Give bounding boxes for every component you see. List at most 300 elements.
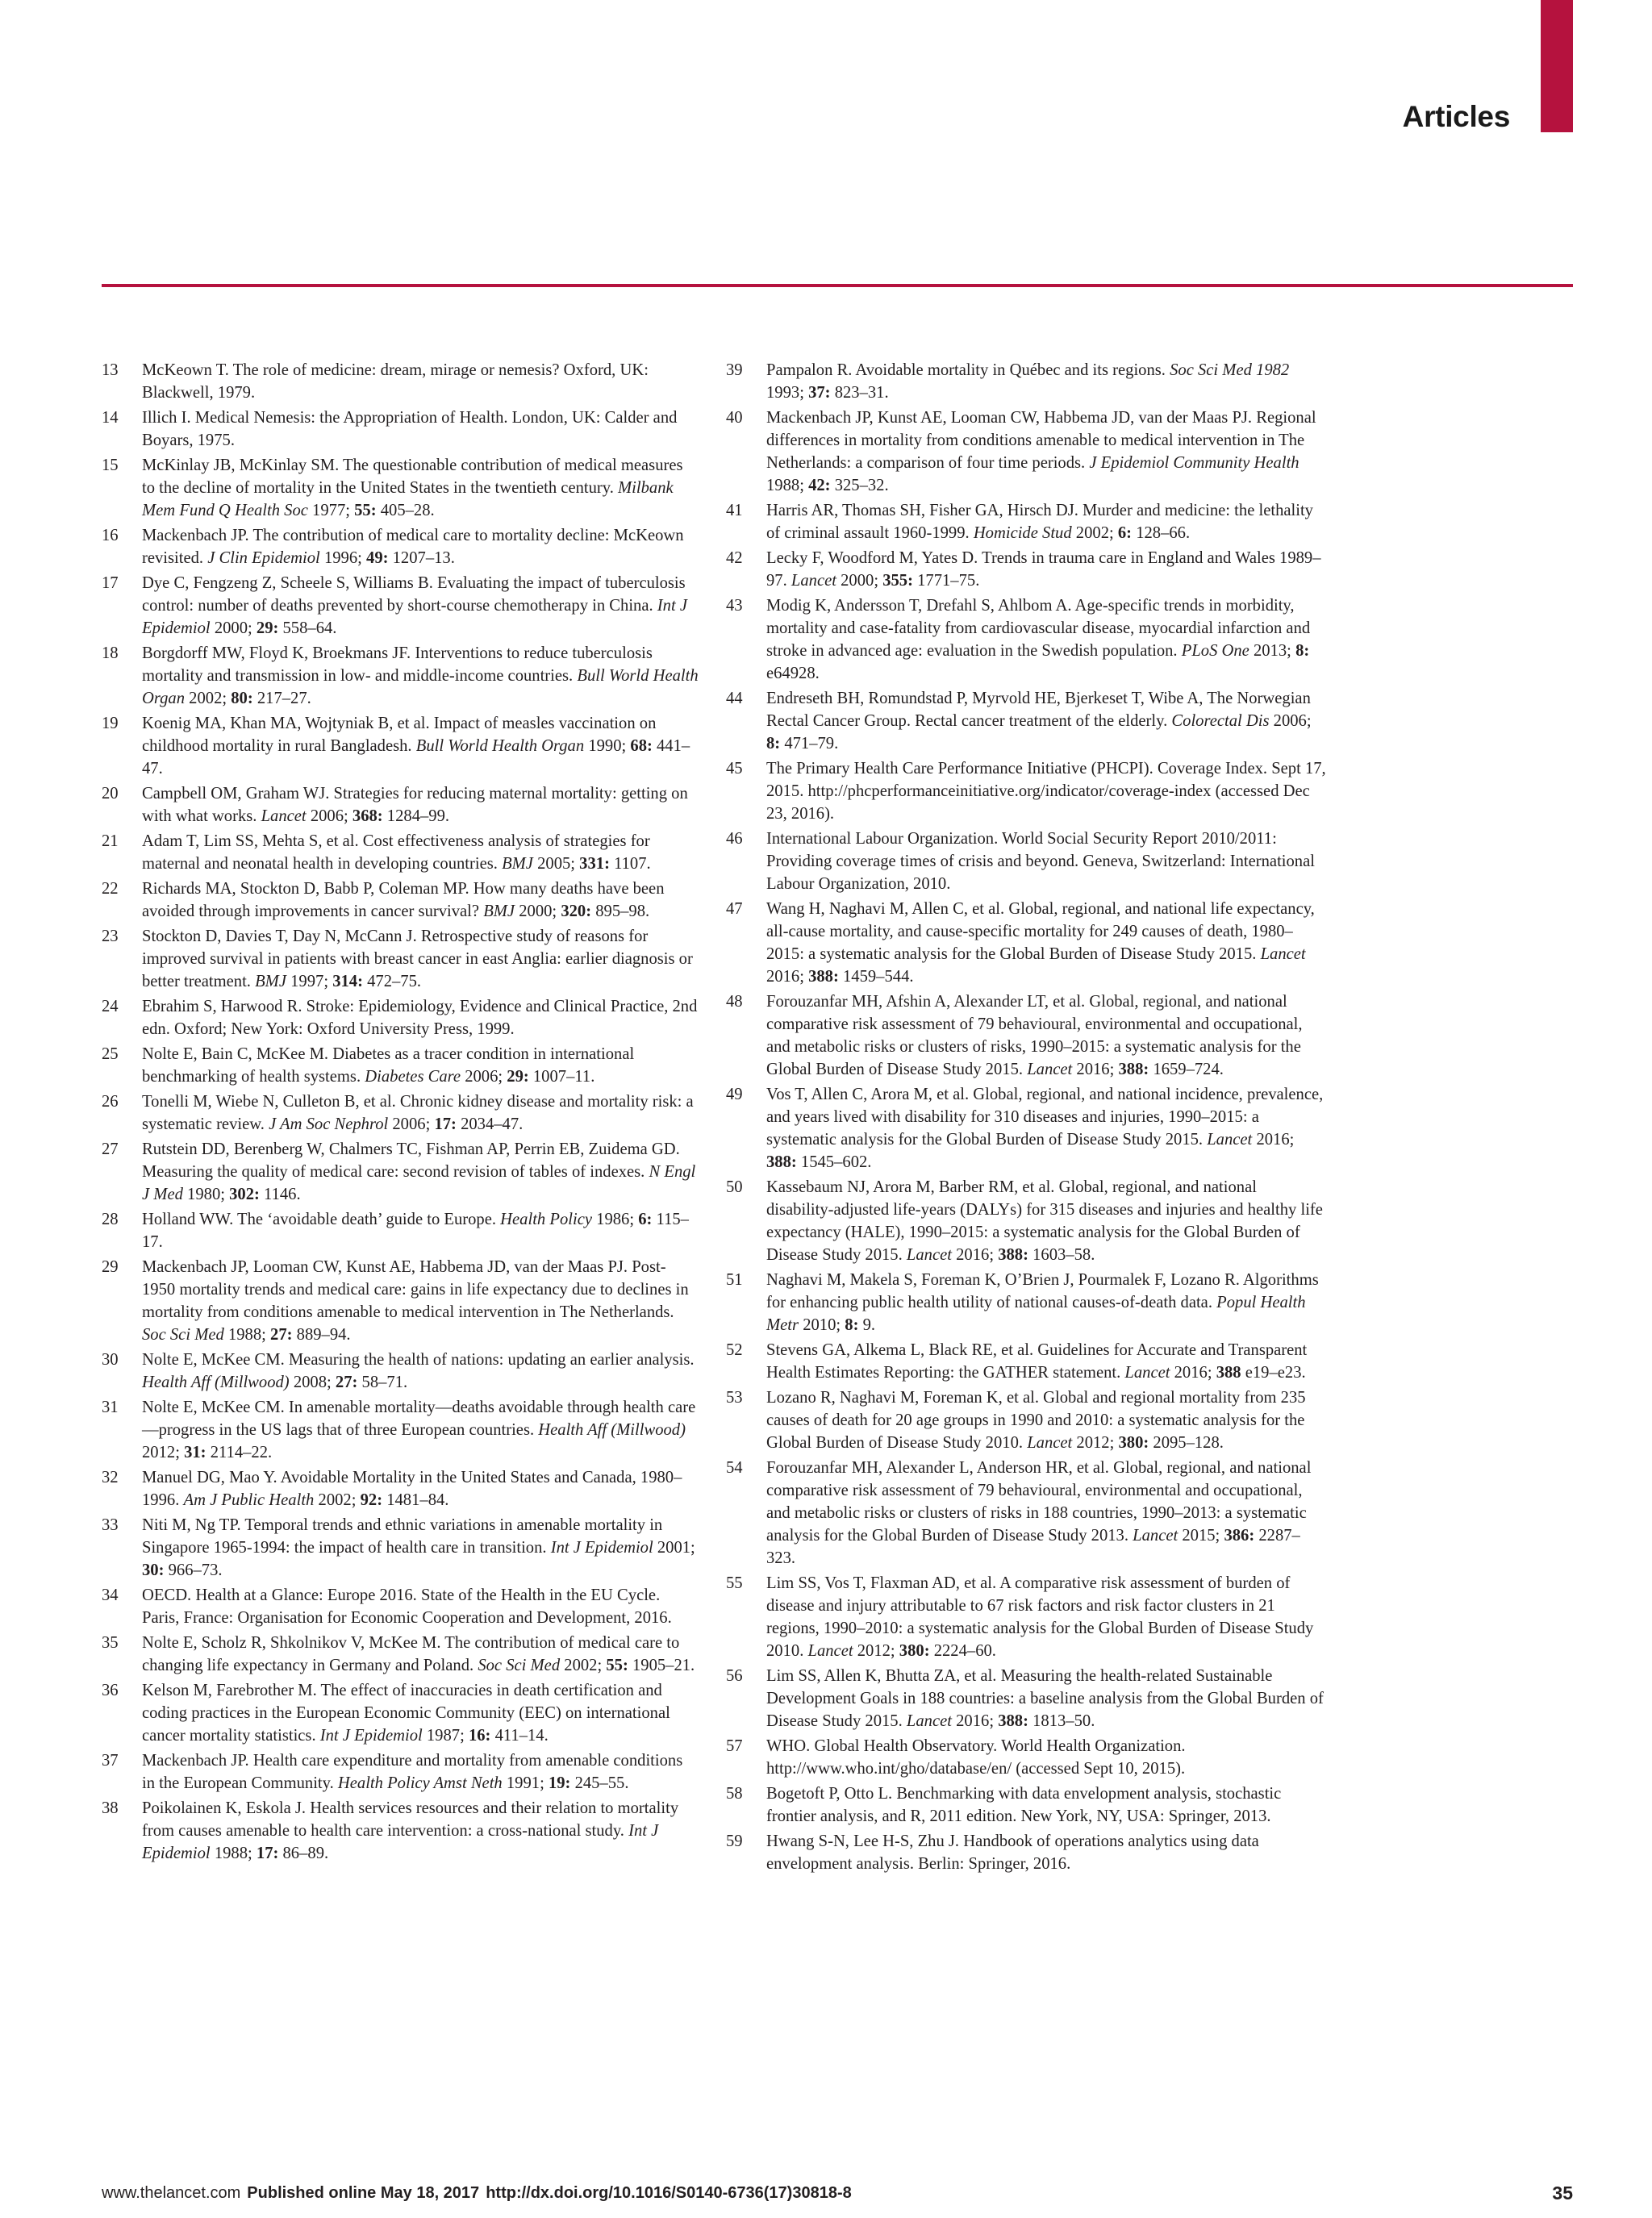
reference-volume: 49: xyxy=(366,549,389,567)
reference-number: 48 xyxy=(726,993,743,1011)
reference-number: 40 xyxy=(726,409,743,427)
reference-item xyxy=(102,1632,699,1677)
reference-journal: PLoS One xyxy=(1181,642,1249,660)
reference-year: 2012; xyxy=(857,1642,895,1660)
reference-pages: 1481–84. xyxy=(386,1491,449,1509)
reference-journal: Bull World Health Organ xyxy=(142,667,699,707)
reference-year: 1986; xyxy=(596,1211,635,1228)
reference-item xyxy=(102,1090,699,1136)
reference-number: 22 xyxy=(102,880,119,898)
reference-number: 46 xyxy=(726,830,743,848)
reference-volume: 42: xyxy=(808,477,831,494)
reference-year: 2016; xyxy=(1174,1364,1212,1382)
reference-item xyxy=(102,712,699,780)
reference-text: Lim SS, Allen K, Bhutta ZA, et al. Measuring the health-related Sustainable Development Goals in 188 countries: a baseline analysis from the Global Burden of Disease Study 2015. xyxy=(766,1667,1324,1730)
footer-doi[interactable]: http://dx.doi.org/10.1016/S0140-6736(17)30818-8 xyxy=(486,2184,852,2202)
reference-journal: Int J Epidemiol xyxy=(550,1539,653,1557)
reference-year: 1996; xyxy=(323,549,362,567)
reference-item xyxy=(726,1269,1326,1336)
reference-year: 2016; xyxy=(956,1246,995,1264)
reference-number: 37 xyxy=(102,1752,119,1770)
reference-volume: 380: xyxy=(1118,1434,1149,1452)
reference-text: Nolte E, McKee CM. In amenable mortality—deaths avoidable through health care—progress in the US lags that of three European countries. xyxy=(142,1399,696,1439)
reference-text: Naghavi M, Makela S, Foreman K, O’Brien J, Pourmalek F, Lozano R. Algorithms for enhancing public health utility of national causes-of-death data. xyxy=(766,1271,1319,1311)
reference-pages: 2095–128. xyxy=(1153,1434,1224,1452)
reference-journal: Homicide Stud xyxy=(973,524,1072,542)
reference-volume: 80: xyxy=(231,690,253,707)
reference-pages: 558–64. xyxy=(282,619,337,637)
footer-site[interactable]: www.thelancet.com xyxy=(102,2184,241,2202)
reference-volume: 6: xyxy=(638,1211,653,1228)
reference-item xyxy=(726,1176,1326,1266)
reference-pages: 1545–602. xyxy=(800,1153,872,1171)
reference-number: 54 xyxy=(726,1459,743,1477)
reference-number: 13 xyxy=(102,361,119,379)
reference-pages: 58–71. xyxy=(361,1374,408,1391)
reference-volume: 388 xyxy=(1216,1364,1241,1382)
reference-text: Bogetoft P, Otto L. Benchmarking with data envelopment analysis, stochastic frontier analysis, and R, 2011 edition. New York, NY, USA: Springer, 2013. xyxy=(766,1785,1282,1825)
reference-number: 59 xyxy=(726,1832,743,1850)
reference-text: Kassebaum NJ, Arora M, Barber RM, et al. Global, regional, and national disability-adjusted life-years (DALYs) for 315 diseases and injuries and healthy life expectancy (HALE), 1990–2015: a systematic analysis for the Global Burden of Disease Study 2015. xyxy=(766,1178,1323,1264)
reference-item xyxy=(726,1386,1326,1454)
reference-item xyxy=(726,828,1326,895)
reference-number: 23 xyxy=(102,928,119,945)
reference-text: Lim SS, Vos T, Flaxman AD, et al. A comparative risk assessment of burden of disease and injury attributable to 67 risk factors and risk factor clusters in 21 regions, 1990–2010: a systematic analysis for the Global Burden of Disease Study 2010. xyxy=(766,1574,1314,1660)
reference-text: Rutstein DD, Berenberg W, Chalmers TC, Fishman AP, Perrin EB, Zuidema GD. Measuring the quality of medical care: second revision of tables of indexes. xyxy=(142,1140,680,1181)
reference-journal: Soc Sci Med xyxy=(478,1657,561,1674)
reference-year: 2006; xyxy=(1273,712,1312,730)
reference-year: 2000; xyxy=(214,619,252,637)
reference-text: The Primary Health Care Performance Initiative (PHCPI). Coverage Index. Sept 17, 2015. http://phcperformanceinitiative.org/indicator/coverage-index (accessed Dec 23, 2016). xyxy=(766,760,1326,823)
reference-text: Lecky F, Woodford M, Yates D. Trends in trauma care in England and Wales 1989–97. xyxy=(766,549,1321,590)
reference-item xyxy=(102,995,699,1040)
reference-item xyxy=(102,406,699,452)
reference-text: Manuel DG, Mao Y. Avoidable Mortality in the United States and Canada, 1980–1996. xyxy=(142,1469,682,1509)
reference-volume: 380: xyxy=(899,1642,930,1660)
reference-volume: 19: xyxy=(548,1774,571,1792)
reference-item xyxy=(726,990,1326,1081)
reference-number: 41 xyxy=(726,502,743,519)
reference-volume: 29: xyxy=(256,619,279,637)
reference-text: Nolte E, McKee CM. Measuring the health of nations: updating an earlier analysis. xyxy=(142,1351,695,1369)
reference-year: 1991; xyxy=(506,1774,544,1792)
accent-bar xyxy=(1541,0,1573,132)
reference-pages: 245–55. xyxy=(574,1774,629,1792)
reference-pages: 405–28. xyxy=(380,502,435,519)
reference-text: Stockton D, Davies T, Day N, McCann J. Retrospective study of reasons for improved survival in patients with breast cancer in east Anglia: earlier diagnosis or better treatment. xyxy=(142,928,693,990)
reference-item xyxy=(726,1665,1326,1732)
reference-volume: 55: xyxy=(354,502,377,519)
reference-number: 35 xyxy=(102,1634,119,1652)
reference-pages: 471–79. xyxy=(784,735,839,753)
reference-volume: 320: xyxy=(561,903,592,920)
reference-item xyxy=(102,925,699,993)
reference-year: 2005; xyxy=(537,855,576,873)
reference-pages: 1771–75. xyxy=(917,572,980,590)
reference-volume: 388: xyxy=(998,1712,1028,1730)
reference-text: International Labour Organization. World Social Security Report 2010/2011: Providing coverage times of crisis and beyond. Geneva, Switzerland: International Labour Organization, 2010. xyxy=(766,830,1315,893)
reference-volume: 68: xyxy=(630,737,653,755)
reference-item xyxy=(726,757,1326,825)
reference-journal: Lancet xyxy=(906,1712,952,1730)
reference-pages: 1284–99. xyxy=(386,807,450,825)
reference-number: 36 xyxy=(102,1682,119,1699)
reference-text: Vos T, Allen C, Arora M, et al. Global, regional, and national incidence, prevalence, and years lived with disability for 310 diseases and injuries, 1990–2015: a systematic analysis for the Global Burden of Disease Study 2015. xyxy=(766,1086,1324,1149)
reference-pages: 325–32. xyxy=(834,477,889,494)
reference-year: 2016; xyxy=(956,1712,995,1730)
reference-journal: Soc Sci Med xyxy=(142,1326,224,1344)
reference-pages: 895–98. xyxy=(595,903,650,920)
reference-year: 1997; xyxy=(290,973,329,990)
references-right-column xyxy=(726,359,1326,1878)
reference-volume: 6: xyxy=(1117,524,1133,542)
reference-pages: 217–27. xyxy=(257,690,311,707)
reference-year: 2000; xyxy=(841,572,879,590)
reference-year: 2002; xyxy=(564,1657,603,1674)
reference-journal: Lancet xyxy=(1124,1364,1170,1382)
reference-year: 1993; xyxy=(766,384,804,402)
reference-journal: Lancet xyxy=(807,1642,853,1660)
reference-item xyxy=(726,1083,1326,1174)
reference-volume: 30: xyxy=(142,1561,165,1579)
reference-year: 2006; xyxy=(465,1068,503,1086)
reference-year: 1988; xyxy=(214,1845,252,1862)
reference-journal: J Clin Epidemiol xyxy=(207,549,320,567)
reference-number: 15 xyxy=(102,457,119,474)
reference-number: 57 xyxy=(726,1737,743,1755)
reference-pages: 966–73. xyxy=(168,1561,223,1579)
reference-item xyxy=(102,1466,699,1511)
reference-text: Tonelli M, Wiebe N, Culleton B, et al. Chronic kidney disease and mortality risk: a systematic review. xyxy=(142,1093,694,1133)
reference-year: 2006; xyxy=(310,807,348,825)
reference-text: Poikolainen K, Eskola J. Health services resources and their relation to mortality from causes amenable to health care intervention: a cross-national study. xyxy=(142,1799,679,1840)
reference-text: Borgdorff MW, Floyd K, Broekmans JF. Interventions to reduce tuberculosis mortality and transmission in low- and middle-income countries. xyxy=(142,644,653,685)
reference-text: Adam T, Lim SS, Mehta S, et al. Cost effectiveness analysis of strategies for maternal and neonatal health in developing countries. xyxy=(142,832,650,873)
reference-pages: 9. xyxy=(862,1316,876,1334)
reference-number: 43 xyxy=(726,597,743,615)
reference-volume: 16: xyxy=(468,1727,491,1745)
reference-number: 20 xyxy=(102,785,119,803)
reference-item xyxy=(726,687,1326,755)
reference-item xyxy=(102,1396,699,1464)
reference-pages: 1007–11. xyxy=(532,1068,595,1086)
reference-text: Hwang S-N, Lee H-S, Zhu J. Handbook of operations analytics using data envelopment analysis. Berlin: Springer, 2016. xyxy=(766,1832,1259,1873)
reference-pages: 2114–22. xyxy=(210,1444,273,1461)
reference-item xyxy=(102,830,699,875)
reference-text: McKinlay JB, McKinlay SM. The questionable contribution of medical measures to the decline of mortality in the United States in the twentieth century. xyxy=(142,457,683,497)
reference-text: WHO. Global Health Observatory. World Health Organization. http://www.who.int/gho/database/en/ (accessed Sept 10, 2015). xyxy=(766,1737,1186,1778)
reference-journal: Lancet xyxy=(1027,1434,1073,1452)
reference-item xyxy=(726,1782,1326,1828)
reference-text: Harris AR, Thomas SH, Fisher GA, Hirsch DJ. Murder and medicine: the lethality of criminal assault 1960-1999. xyxy=(766,502,1313,542)
reference-text: Mackenbach JP. Health care expenditure and mortality from amenable conditions in the European Community. xyxy=(142,1752,683,1792)
reference-year: 2016; xyxy=(766,968,804,986)
reference-year: 1988; xyxy=(227,1326,266,1344)
reference-volume: 388: xyxy=(808,968,839,986)
reference-pages: e19–e23. xyxy=(1245,1364,1306,1382)
reference-journal: Int J Epidemiol xyxy=(142,597,687,637)
reference-item xyxy=(102,1138,699,1206)
reference-number: 26 xyxy=(102,1093,119,1111)
reference-number: 32 xyxy=(102,1469,119,1486)
reference-journal: BMJ xyxy=(502,855,533,873)
reference-journal: Int J Epidemiol xyxy=(319,1727,423,1745)
reference-item xyxy=(102,642,699,710)
reference-volume: 27: xyxy=(335,1374,358,1391)
reference-item xyxy=(102,572,699,640)
reference-journal: Bull World Health Organ xyxy=(415,737,585,755)
reference-item xyxy=(726,1339,1326,1384)
reference-volume: 368: xyxy=(352,807,383,825)
reference-journal: Milbank Mem Fund Q Health Soc xyxy=(142,479,674,519)
reference-text: Nolte E, Scholz R, Shkolnikov V, McKee M. The contribution of medical care to changing life expectancy in Germany and Poland. xyxy=(142,1634,680,1674)
reference-journal: Lancet xyxy=(1027,1061,1073,1078)
reference-number: 16 xyxy=(102,527,119,544)
reference-number: 19 xyxy=(102,715,119,732)
reference-year: 2010; xyxy=(803,1316,841,1334)
reference-journal: Lancet xyxy=(1133,1527,1179,1545)
reference-text: Forouzanfar MH, Alexander L, Anderson HR, et al. Global, regional, and national comparative risk assessment of 79 behavioural, environmental and occupational, and metabolic risks or clusters of risks in 188 countries, 1990–2013: a systematic analysis for the Global Burden of Disease Study 2013. xyxy=(766,1459,1312,1545)
reference-year: 1988; xyxy=(766,477,804,494)
reference-text: Modig K, Andersson T, Drefahl S, Ahlbom A. Age-specific trends in morbidity, mortality and case-fatality from cardiovascular disease, myocardial infarction and stroke in advanced age: evaluation in the Swedish population. xyxy=(766,597,1311,660)
reference-number: 49 xyxy=(726,1086,743,1103)
reference-volume: 37: xyxy=(808,384,831,402)
reference-number: 47 xyxy=(726,900,743,918)
reference-pages: 889–94. xyxy=(296,1326,351,1344)
reference-number: 34 xyxy=(102,1586,119,1604)
reference-pages: 1905–21. xyxy=(632,1657,695,1674)
reference-pages: 2034–47. xyxy=(461,1115,524,1133)
reference-year: 2002; xyxy=(1075,524,1114,542)
reference-number: 38 xyxy=(102,1799,119,1817)
reference-item xyxy=(726,499,1326,544)
reference-text: Endreseth BH, Romundstad P, Myrvold HE, Bjerkeset T, Wibe A, The Norwegian Rectal Cancer Group. Rectal cancer treatment of the elderly. xyxy=(766,690,1311,730)
reference-journal: J Am Soc Nephrol xyxy=(269,1115,389,1133)
reference-volume: 386: xyxy=(1224,1527,1255,1545)
reference-item xyxy=(726,406,1326,497)
reference-pages: 1207–13. xyxy=(392,549,455,567)
reference-number: 45 xyxy=(726,760,743,778)
reference-number: 55 xyxy=(726,1574,743,1592)
reference-volume: 31: xyxy=(184,1444,206,1461)
reference-journal: Colorectal Dis xyxy=(1171,712,1270,730)
references-left-column xyxy=(102,359,699,1867)
reference-journal: BMJ xyxy=(483,903,515,920)
reference-item xyxy=(102,1043,699,1088)
reference-journal: BMJ xyxy=(255,973,286,990)
reference-year: 2000; xyxy=(519,903,557,920)
reference-text: Lozano R, Naghavi M, Foreman K, et al. Global and regional mortality from 235 causes of death for 20 age groups in 1990 and 2010: a systematic analysis for the Global Burden of Disease Study 2010. xyxy=(766,1389,1306,1452)
reference-number: 24 xyxy=(102,998,119,1015)
reference-pages: 128–66. xyxy=(1136,524,1191,542)
reference-journal: J Epidemiol Community Health xyxy=(1089,454,1299,472)
reference-item xyxy=(726,594,1326,685)
reference-volume: 8: xyxy=(766,735,781,753)
reference-number: 56 xyxy=(726,1667,743,1685)
reference-number: 31 xyxy=(102,1399,119,1416)
footer-published: Published online May 18, 2017 xyxy=(247,2184,480,2202)
reference-journal: Soc Sci Med 1982 xyxy=(1170,361,1290,379)
reference-year: 2008; xyxy=(293,1374,332,1391)
reference-volume: 388: xyxy=(766,1153,797,1171)
reference-number: 17 xyxy=(102,574,119,592)
reference-number: 18 xyxy=(102,644,119,662)
reference-item xyxy=(726,1735,1326,1780)
reference-pages: 2287–323. xyxy=(766,1527,1300,1567)
reference-pages: 441–47. xyxy=(142,737,690,778)
reference-number: 53 xyxy=(726,1389,743,1407)
reference-text: Mackenbach JP. The contribution of medical care to mortality decline: McKeown revisited. xyxy=(142,527,684,567)
reference-volume: 8: xyxy=(845,1316,859,1334)
reference-text: Pampalon R. Avoidable mortality in Québec and its regions. xyxy=(766,361,1166,379)
reference-text: Holland WW. The ‘avoidable death’ guide to Europe. xyxy=(142,1211,497,1228)
reference-pages: 823–31. xyxy=(834,384,889,402)
reference-number: 51 xyxy=(726,1271,743,1289)
reference-journal: Int J Epidemiol xyxy=(142,1822,659,1862)
reference-item xyxy=(102,359,699,404)
reference-pages: 2224–60. xyxy=(933,1642,996,1660)
reference-number: 30 xyxy=(102,1351,119,1369)
reference-text: Nolte E, Bain C, McKee M. Diabetes as a tracer condition in international benchmarking of health systems. xyxy=(142,1045,635,1086)
reference-pages: 1146. xyxy=(264,1186,301,1203)
reference-journal: Lancet xyxy=(261,807,307,825)
reference-text: Ebrahim S, Harwood R. Stroke: Epidemiology, Evidence and Clinical Practice, 2nd edn. Oxford; New York: Oxford University Press, 1999. xyxy=(142,998,698,1038)
reference-year: 1977; xyxy=(312,502,350,519)
reference-item xyxy=(726,1572,1326,1662)
reference-item xyxy=(726,359,1326,404)
reference-journal: Am J Public Health xyxy=(183,1491,315,1509)
reference-number: 50 xyxy=(726,1178,743,1196)
reference-item xyxy=(102,1514,699,1582)
reference-volume: 27: xyxy=(270,1326,293,1344)
reference-text: Forouzanfar MH, Afshin A, Alexander LT, et al. Global, regional, and national comparative risk assessment of 79 behavioural, environmental and occupational, and metabolic risks or clusters of risks, 1990–2015: a systematic analysis for the Global Burden of Disease Study 2015. xyxy=(766,993,1303,1078)
reference-item xyxy=(102,1797,699,1865)
reference-number: 39 xyxy=(726,361,743,379)
reference-text: Koenig MA, Khan MA, Wojtyniak B, et al. Impact of measles vaccination on childhood mortality in rural Bangladesh. xyxy=(142,715,657,755)
reference-item xyxy=(102,1208,699,1253)
reference-volume: 55: xyxy=(606,1657,628,1674)
reference-number: 21 xyxy=(102,832,119,850)
reference-item xyxy=(102,1256,699,1346)
reference-pages: 1107. xyxy=(614,855,651,873)
reference-volume: 92: xyxy=(360,1491,383,1509)
reference-journal: Lancet xyxy=(1207,1131,1253,1149)
reference-pages: 115–17. xyxy=(142,1211,689,1251)
reference-year: 2015; xyxy=(1182,1527,1220,1545)
reference-text: Illich I. Medical Nemesis: the Appropriation of Health. London, UK: Calder and Boyars, 1975. xyxy=(142,409,678,449)
reference-text: Kelson M, Farebrother M. The effect of inaccuracies in death certification and coding practices in the European Economic Community (EEC) on international cancer mortality statistics. xyxy=(142,1682,670,1745)
reference-volume: 302: xyxy=(229,1186,260,1203)
reference-item xyxy=(102,1349,699,1394)
reference-text: Wang H, Naghavi M, Allen C, et al. Global, regional, and national life expectancy, all-cause mortality, and cause-specific mortality for 249 causes of death, 1980–2015: a systematic analysis for the Global Burden of Disease Study 2015. xyxy=(766,900,1315,963)
reference-pages: 1603–58. xyxy=(1032,1246,1095,1264)
reference-text: Stevens GA, Alkema L, Black RE, et al. Guidelines for Accurate and Transparent Health Estimates Reporting: the GATHER statement. xyxy=(766,1341,1308,1382)
reference-item xyxy=(102,1584,699,1629)
reference-journal: Health Aff (Millwood) xyxy=(538,1421,686,1439)
reference-journal: N Engl J Med xyxy=(142,1163,696,1203)
reference-text: Mackenbach JP, Looman CW, Kunst AE, Habbema JD, van der Maas PJ. Post-1950 mortality trends and medical care: gains in life expectancy due to declines in mortality from conditions amenable to medical intervention in The Netherlands. xyxy=(142,1258,689,1321)
reference-journal: Lancet xyxy=(791,572,836,590)
reference-journal: Health Policy Amst Neth xyxy=(337,1774,503,1792)
reference-text: Campbell OM, Graham WJ. Strategies for reducing maternal mortality: getting on with what works. xyxy=(142,785,688,825)
reference-journal: Lancet xyxy=(1260,945,1306,963)
reference-item xyxy=(726,1457,1326,1570)
reference-item xyxy=(102,524,699,569)
reference-item xyxy=(102,1679,699,1747)
reference-year: 2006; xyxy=(392,1115,431,1133)
reference-item xyxy=(726,547,1326,592)
reference-item xyxy=(102,454,699,522)
header-rule xyxy=(102,284,1573,287)
reference-number: 44 xyxy=(726,690,743,707)
reference-number: 28 xyxy=(102,1211,119,1228)
reference-pages: 411–14. xyxy=(494,1727,549,1745)
reference-text: OECD. Health at a Glance: Europe 2016. State of the Health in the EU Cycle. Paris, France: Organisation for Economic Cooperation and Development, 2016. xyxy=(142,1586,672,1627)
reference-number: 58 xyxy=(726,1785,743,1803)
reference-number: 42 xyxy=(726,549,743,567)
reference-item xyxy=(726,1830,1326,1875)
reference-year: 1990; xyxy=(588,737,627,755)
reference-pages: e64928. xyxy=(766,665,820,682)
reference-text: Richards MA, Stockton D, Babb P, Coleman MP. How many deaths have been avoided through improvements in cancer survival? xyxy=(142,880,665,920)
reference-volume: 314: xyxy=(332,973,363,990)
reference-year: 1987; xyxy=(426,1727,465,1745)
reference-volume: 8: xyxy=(1295,642,1310,660)
reference-text: McKeown T. The role of medicine: dream, mirage or nemesis? Oxford, UK: Blackwell, 1979. xyxy=(142,361,649,402)
reference-item xyxy=(102,1749,699,1795)
reference-pages: 86–89. xyxy=(282,1845,329,1862)
reference-year: 1980; xyxy=(187,1186,225,1203)
reference-volume: 29: xyxy=(507,1068,529,1086)
reference-volume: 17: xyxy=(256,1845,279,1862)
reference-volume: 355: xyxy=(882,572,913,590)
reference-item xyxy=(102,878,699,923)
reference-journal: Health Aff (Millwood) xyxy=(142,1374,290,1391)
reference-text: Niti M, Ng TP. Temporal trends and ethnic variations in amenable mortality in Singapore 1965-1994: the impact of health care in transition. xyxy=(142,1516,663,1557)
reference-year: 2012; xyxy=(1076,1434,1115,1452)
reference-text: Mackenbach JP, Kunst AE, Looman CW, Habbema JD, van der Maas PJ. Regional differences in mortality from conditions amenable to medical intervention in The Netherlands: a comparison of four time periods. xyxy=(766,409,1316,472)
reference-year: 2012; xyxy=(142,1444,180,1461)
reference-year: 2016; xyxy=(1076,1061,1115,1078)
reference-year: 2013; xyxy=(1253,642,1291,660)
reference-text: Dye C, Fengzeng Z, Scheele S, Williams B. Evaluating the impact of tuberculosis control: number of deaths prevented by short-course chemotherapy in China. xyxy=(142,574,686,615)
reference-year: 2016; xyxy=(1256,1131,1295,1149)
reference-volume: 388: xyxy=(998,1246,1028,1264)
reference-volume: 331: xyxy=(579,855,610,873)
reference-year: 2001; xyxy=(657,1539,695,1557)
reference-number: 25 xyxy=(102,1045,119,1063)
reference-number: 52 xyxy=(726,1341,743,1359)
reference-pages: 472–75. xyxy=(367,973,422,990)
reference-year: 2002; xyxy=(318,1491,357,1509)
reference-volume: 17: xyxy=(434,1115,457,1133)
reference-number: 29 xyxy=(102,1258,119,1276)
reference-journal: Health Policy xyxy=(500,1211,592,1228)
reference-year: 2002; xyxy=(189,690,227,707)
reference-item xyxy=(726,898,1326,988)
reference-number: 27 xyxy=(102,1140,119,1158)
reference-pages: 1659–724. xyxy=(1153,1061,1224,1078)
reference-journal: Popul Health Metr xyxy=(766,1294,1306,1334)
reference-number: 33 xyxy=(102,1516,119,1534)
section-label: Articles xyxy=(1402,100,1510,133)
reference-pages: 1459–544. xyxy=(842,968,914,986)
reference-pages: 1813–50. xyxy=(1032,1712,1095,1730)
reference-number: 14 xyxy=(102,409,119,427)
page-footer xyxy=(102,2184,852,2203)
reference-item xyxy=(102,782,699,828)
reference-journal: Lancet xyxy=(906,1246,952,1264)
